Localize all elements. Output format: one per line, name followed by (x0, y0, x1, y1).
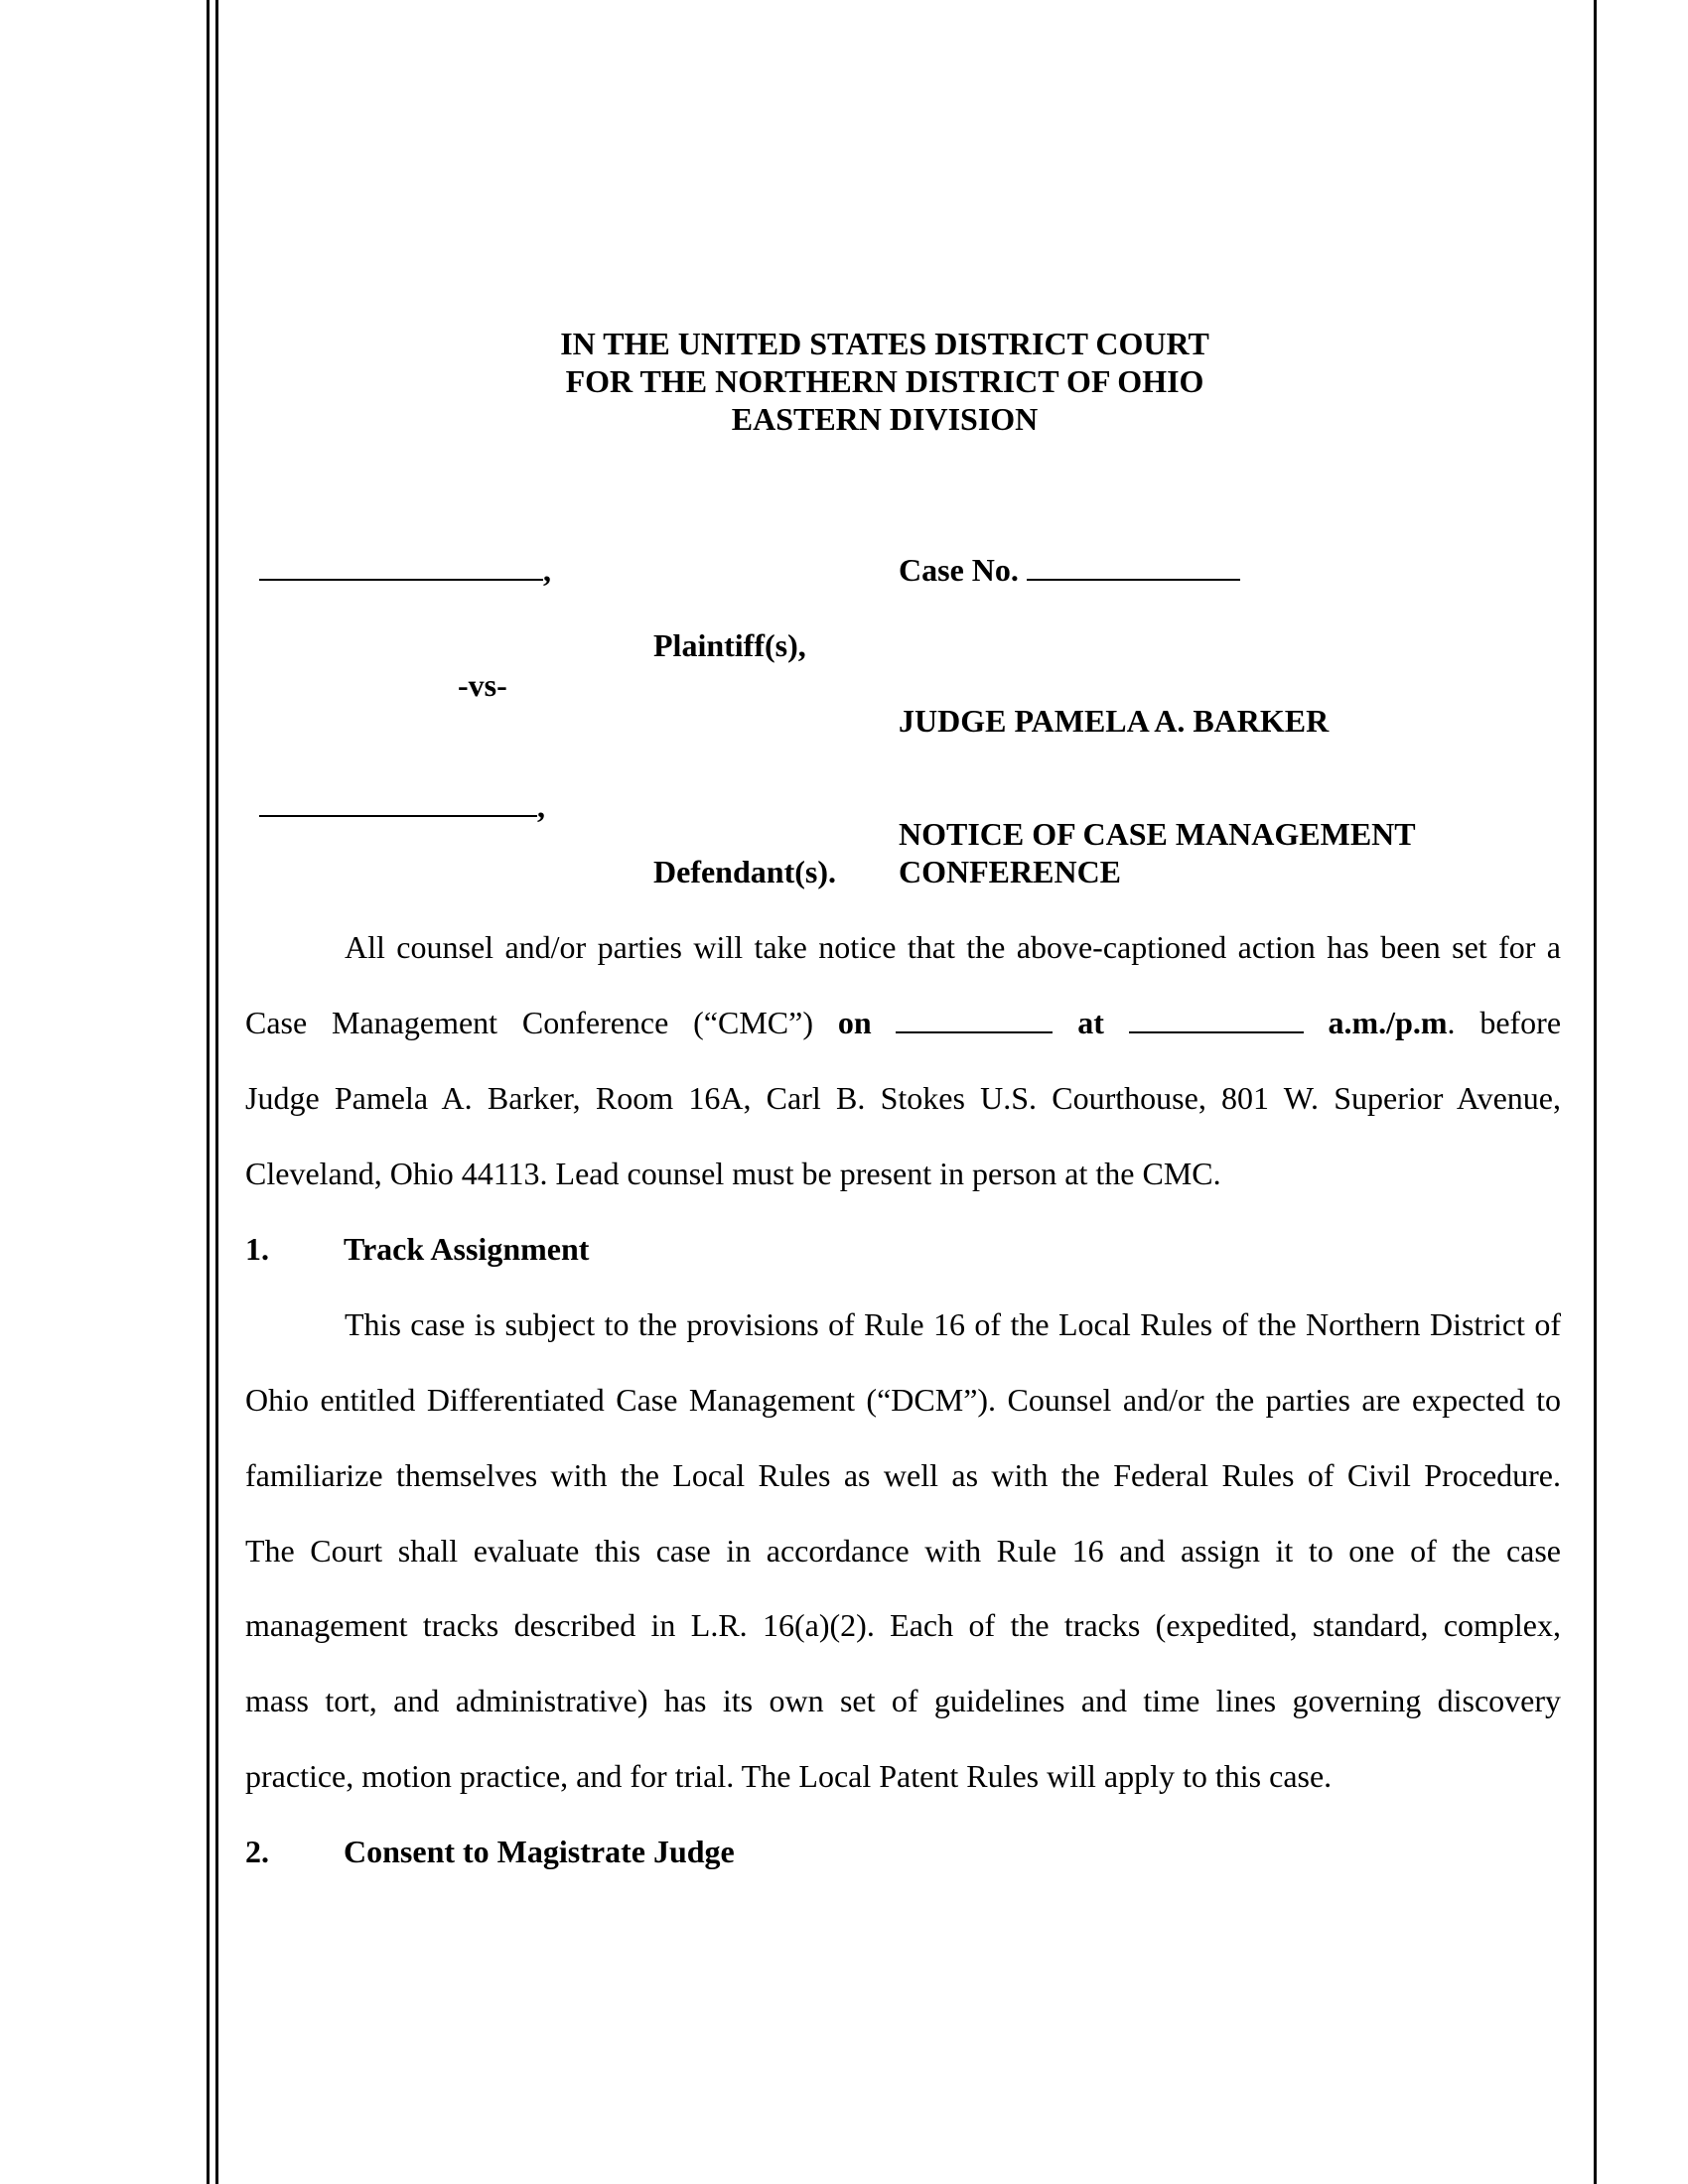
court-heading-line3: EASTERN DIVISION (731, 401, 1039, 437)
intro-line-3: Judge Pamela A. Barker, Room 16A, Carl B. Stokes U.S. Courthouse, 801 W. Superior Avenue, (245, 1080, 1561, 1116)
on-label: on (837, 1005, 872, 1040)
section-1-line-4: The Court shall evaluate this case in accordance with Rule 16 and assign it to one of the case (245, 1533, 1561, 1569)
ampm-label: a.m./p.m (1328, 1005, 1448, 1040)
section-1-line-7: practice, motion practice, and for trial. The Local Patent Rules will apply to this case. (245, 1758, 1333, 1794)
defendant-comma: , (537, 788, 545, 824)
intro-line-2 (245, 1007, 1561, 1038)
section-1-line-3: familiarize themselves with the Local Rules as well as with the Federal Rules of Civil Procedure. (245, 1457, 1561, 1493)
intro-line-2-text: Case Management Conference (“CMC”) (245, 1005, 813, 1040)
case-number-blank[interactable] (1027, 555, 1240, 581)
plaintiff-label: Plaintiff(s), (653, 627, 806, 663)
at-label: at (1077, 1005, 1104, 1040)
versus-label: -vs- (458, 667, 507, 703)
intro-line-1: All counsel and/or parties will take notice that the above-captioned action has been set for a (345, 929, 1561, 965)
plaintiff-name-field[interactable] (259, 554, 551, 586)
defendant-label: Defendant(s). (653, 854, 836, 889)
section-1-line-5: management tracks described in L.R. 16(a)(2). Each of the tracks (expedited, standard, complex, (245, 1607, 1561, 1643)
court-heading-line1: IN THE UNITED STATES DISTRICT COURT (560, 326, 1209, 361)
intro-line-4: Cleveland, Ohio 44113. Lead counsel must be present in person at the CMC. (245, 1156, 1221, 1191)
plaintiff-comma: , (543, 552, 551, 588)
before-label: . before (1447, 1005, 1562, 1040)
court-heading-line2: FOR THE NORTHERN DISTRICT OF OHIO (565, 363, 1204, 399)
cmc-time-blank[interactable] (1129, 1008, 1304, 1033)
section-1-number: 1. (245, 1231, 269, 1267)
defendant-name-field[interactable] (259, 790, 545, 822)
plaintiff-name-blank[interactable] (259, 555, 543, 581)
defendant-name-blank[interactable] (259, 791, 537, 817)
section-2-number: 2. (245, 1834, 269, 1869)
section-2-title: Consent to Magistrate Judge (344, 1834, 735, 1869)
section-1-line-1: This case is subject to the provisions of Rule 16 of the Local Rules of the Northern District of (345, 1306, 1561, 1342)
case-no-label: Case No. (899, 552, 1019, 588)
judge-name: JUDGE PAMELA A. BARKER (899, 703, 1330, 739)
document-title-line1: NOTICE OF CASE MANAGEMENT (899, 816, 1416, 852)
cmc-date-blank[interactable] (896, 1008, 1053, 1033)
section-1-title: Track Assignment (344, 1231, 590, 1267)
section-1-line-6: mass tort, and administrative) has its own set of guidelines and time lines governing discovery (245, 1683, 1561, 1718)
document-title-line2: CONFERENCE (899, 854, 1122, 889)
section-1-line-2: Ohio entitled Differentiated Case Management (“DCM”). Counsel and/or the parties are expected to (245, 1382, 1561, 1418)
ampm-group (1329, 1005, 1562, 1040)
case-number (899, 554, 1240, 586)
